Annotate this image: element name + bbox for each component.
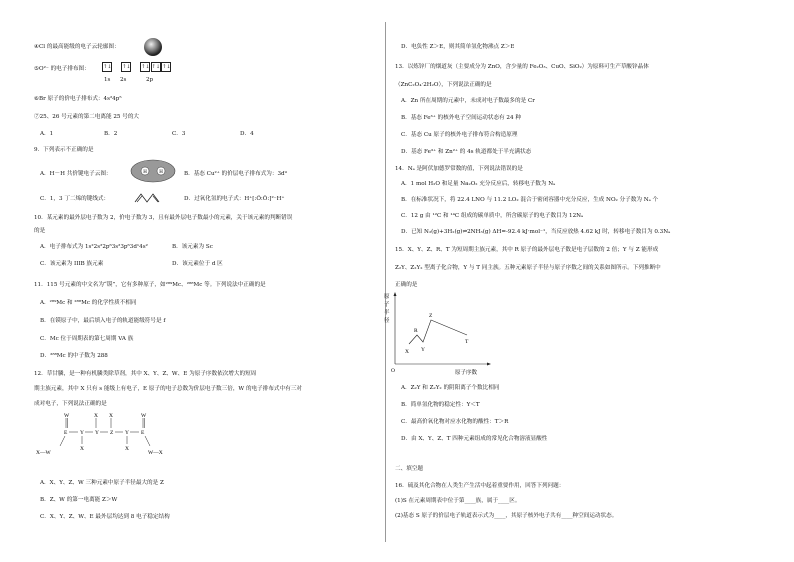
svg-text:Z: Z: [110, 430, 114, 436]
cell-2s: ↑↓: [122, 64, 131, 70]
graph-ylabel-1: 原: [384, 294, 390, 300]
q9-option-d: D．过氧化氢的电子式：H⁺[:Ö:Ö:]²⁻H⁺: [184, 196, 285, 202]
svg-text:X—W: X—W: [36, 450, 51, 456]
q9-stem: 9．下列表示不正确的是: [34, 147, 94, 153]
q10-stem-cont: 的是: [34, 228, 46, 234]
q13-option-b: B．基态 Fe³⁺ 的核外电子空间运动状态有 24 种: [401, 115, 521, 121]
svg-text:H: H: [143, 170, 147, 175]
svg-text:Y: Y: [80, 430, 84, 436]
option-c: C．3: [172, 131, 186, 137]
q15-stem-cont2: 正确的是: [395, 282, 418, 288]
q10-stem: 10．某元素的最外层电子数为 2，价电子数为 3，且有最外层电子数最小的元素，关于该元素的判断错误: [34, 215, 293, 221]
struct-w-top: W: [64, 413, 70, 419]
q13-stem: 13．以炼锌厂的烟道灰（主要成分为 ZnO，含少量的 Fe₂O₃、CuO、SiO₂）为原料可生产草酸锌晶体: [395, 64, 649, 70]
q14-option-c: C．12 g 由 ¹²C 和 ¹⁴C 组成的碳单质中，所含碳原子的电子数目为 12Nₐ: [401, 213, 584, 219]
q11-option-b: B．在镆原子中，最后填入电子的轨道能级符号是 f: [40, 318, 166, 324]
graph-point-y: Y: [421, 347, 425, 353]
q16-part-1: (1)S 在元素周期表中位于第____族，属于____区。: [395, 498, 521, 504]
graph-origin: O: [391, 368, 395, 374]
q15-option-b: B．简单氢化物的稳定性：Y＜T: [401, 402, 480, 408]
q15-option-d: D．由 X、Y、Z、T 四种元素组成的常见化合物溶液显酸性: [401, 436, 548, 442]
q9-option-b: B．基态 Cu²⁺ 的价层电子排布式为：3d⁹: [184, 171, 287, 177]
radius-graph: [383, 290, 493, 378]
graph-point-x: X: [405, 349, 409, 355]
q13-stem-cont: （ZnC₂O₄·2H₂O），下列说法正确的是: [395, 82, 492, 88]
option-d: D．4: [240, 131, 254, 137]
item-4: ④Cl 的最高能级的电子云轮廓图：: [34, 44, 120, 50]
svg-text:X: X: [125, 446, 129, 452]
orbital-label-2p: 2p: [146, 77, 154, 83]
cell-1s: ↑↓: [103, 64, 112, 70]
q12-stem-cont2: 成对电子，下列说法正确的是: [34, 401, 107, 407]
cell-2p-c: ↑↓: [162, 64, 171, 70]
q16-stem: 16．硫及其化合物在人类生产生活中起着重要作用，回答下列问题：: [395, 483, 565, 489]
q12-option-b: B．Z、W 的第一电离能 Z＞W: [40, 497, 118, 503]
q12-option-a: A．X、Y、Z、W 三种元素中原子半径最大的是 Z: [40, 480, 164, 486]
q13-option-a: A．Zn 所在周期的元素中，未成对电子数最多的是 Cr: [401, 98, 535, 104]
item-5: ⑤O²⁻ 的电子排布图：: [34, 66, 90, 72]
q9-option-a: A．H－H 共价键电子云图：: [40, 171, 112, 177]
q10-option-a: A．电子排布式为 1s²2s²2p⁶3s²3p⁶3d¹4s²: [40, 244, 148, 250]
item-6: ⑥Br 原子的价电子排布式：4s²4p⁵: [34, 96, 122, 102]
q13-option-d: D．基态 Fe³⁺ 和 Zn²⁺ 的 4s 轨道都处于半充满状态: [401, 149, 532, 155]
graph-xlabel: 原子序数: [455, 370, 478, 376]
graph-ylabel-4: 径: [384, 318, 390, 324]
q15-option-c: C．最高价氧化物对应水化物的酸性：T＞R: [401, 419, 509, 425]
q11-option-c: C．Mc 位于周期表的第七周期 VA 族: [40, 336, 134, 342]
q10-option-b: B．该元素为 Sc: [172, 244, 213, 250]
q13-option-c: C．基态 Cu 原子的核外电子排布符合构造原理: [401, 132, 518, 138]
struct-w-top2: W: [141, 413, 147, 419]
q15-stem-cont: Z₂Y、Z₂Y₂ 型离子化合物，Y 与 T 同主族。五种元素原子半径与原子序数之间的关系如图所示。下列推断中: [395, 265, 661, 271]
column-divider: [385, 22, 386, 542]
q10-option-c: C．该元素为 IIIB 族元素: [40, 261, 104, 267]
option-a: A．1: [40, 131, 54, 137]
svg-text:E: E: [64, 430, 68, 436]
p-orbital-sphere-image: [142, 37, 164, 57]
q12-stem: 12．草甘膦，是一种有机膦类除草剂，其中 X、Y、Z、W、E 为原子序数依次增大的短周: [34, 371, 257, 377]
q14-option-d: D．已知 N₂(g)+3H₂(g)⇌2NH₃(g) ΔH=-92.4 kJ·mol⁻¹，当反应放热 4.62 kJ 时，转移电子数目为 0.3Nₐ: [401, 229, 671, 235]
butadiene-skeletal-image: [134, 192, 160, 204]
cell-2p-a: ↑↓: [141, 64, 150, 70]
graph-line: [409, 320, 467, 344]
q15-stem: 15．X、Y、Z、R、T 为短周期主族元素，其中 R 原子的最外层电子数是电子层数的 2 倍；Y 与 Z 能形成: [395, 247, 659, 253]
svg-text:E: E: [141, 430, 145, 436]
orbital-boxes: [102, 62, 172, 72]
item-7: ⑦25、26 号元素的第二电离能 25 号的大: [34, 114, 140, 120]
graph-ylabel-3: 半: [384, 310, 390, 316]
q16-part-2: (2)基态 S 原子的价层电子轨道表示式为____，其原子核外电子共有____种空间运动状态。: [395, 513, 618, 519]
glyphosate-structure-image: [34, 410, 169, 460]
q12-option-c: C．X、Y、Z、W、E 最外层均达到 8 电子稳定结构: [40, 514, 170, 520]
q11-option-d: D．²⁸⁸Mc 的中子数为 288: [40, 353, 108, 359]
svg-text:X: X: [80, 446, 84, 452]
struct-x-top1: X: [94, 413, 98, 419]
q11-stem: 11．115 号元素的中文名为“镆”，它有多种原子，如²⁸⁹Mc、²⁸⁸Mc 等。下列说法中正确的是: [34, 282, 266, 288]
electron-cloud-image: [129, 158, 177, 184]
orbital-label-2s: 2s: [120, 77, 127, 83]
orbital-label-1s: 1s: [104, 77, 111, 83]
q14-stem: 14．Nₐ 是阿伏加德罗常数的值，下列说法错误的是: [395, 166, 523, 172]
svg-text:W—X: W—X: [148, 450, 163, 456]
graph-point-z: Z: [429, 313, 433, 319]
option-b: B．2: [104, 131, 118, 137]
q15-option-a: A．Z₂Y 和 Z₂Y₂ 的阴阳离子个数比相同: [401, 385, 500, 391]
q9-option-c: C．1，3 丁二烯的键线式：: [40, 196, 110, 202]
q14-option-b: B．在标准状况下，将 22.4 LNO 与 11.2 LO₂ 混合于密闭容器中充分反应，生成 NO₂ 分子数为 Nₐ 个: [401, 197, 659, 203]
cell-2p-b: ↑↓: [151, 64, 161, 70]
svg-text:Y: Y: [95, 430, 99, 436]
q12-option-d: D．电负性 Z＞E，则其简单氢化物沸点 Z＞E: [401, 44, 515, 50]
graph-point-r: R: [414, 328, 418, 334]
struct-x-top2: X: [109, 413, 113, 419]
q12-stem-cont: 期主族元素，其中 X 只有 s 能级上有电子，E 原子的电子总数为价层电子数三倍，W 的电子排布式中有三对: [34, 386, 302, 392]
svg-text:Y: Y: [125, 430, 129, 436]
section-heading: 二、填空题: [395, 466, 423, 472]
q14-option-a: A．1 mol H₂O 和足量 Na₂O₂ 充分反应后，转移电子数为 Nₐ: [401, 181, 556, 187]
svg-text:H: H: [159, 170, 163, 175]
graph-point-t: T: [465, 339, 469, 345]
q10-option-d: D．该元素位于 d 区: [172, 261, 223, 267]
graph-ylabel-2: 子: [384, 302, 390, 308]
q11-option-a: A．²⁸⁹Mc 和 ²⁸⁸Mc 的化学性质不相同: [40, 300, 137, 306]
